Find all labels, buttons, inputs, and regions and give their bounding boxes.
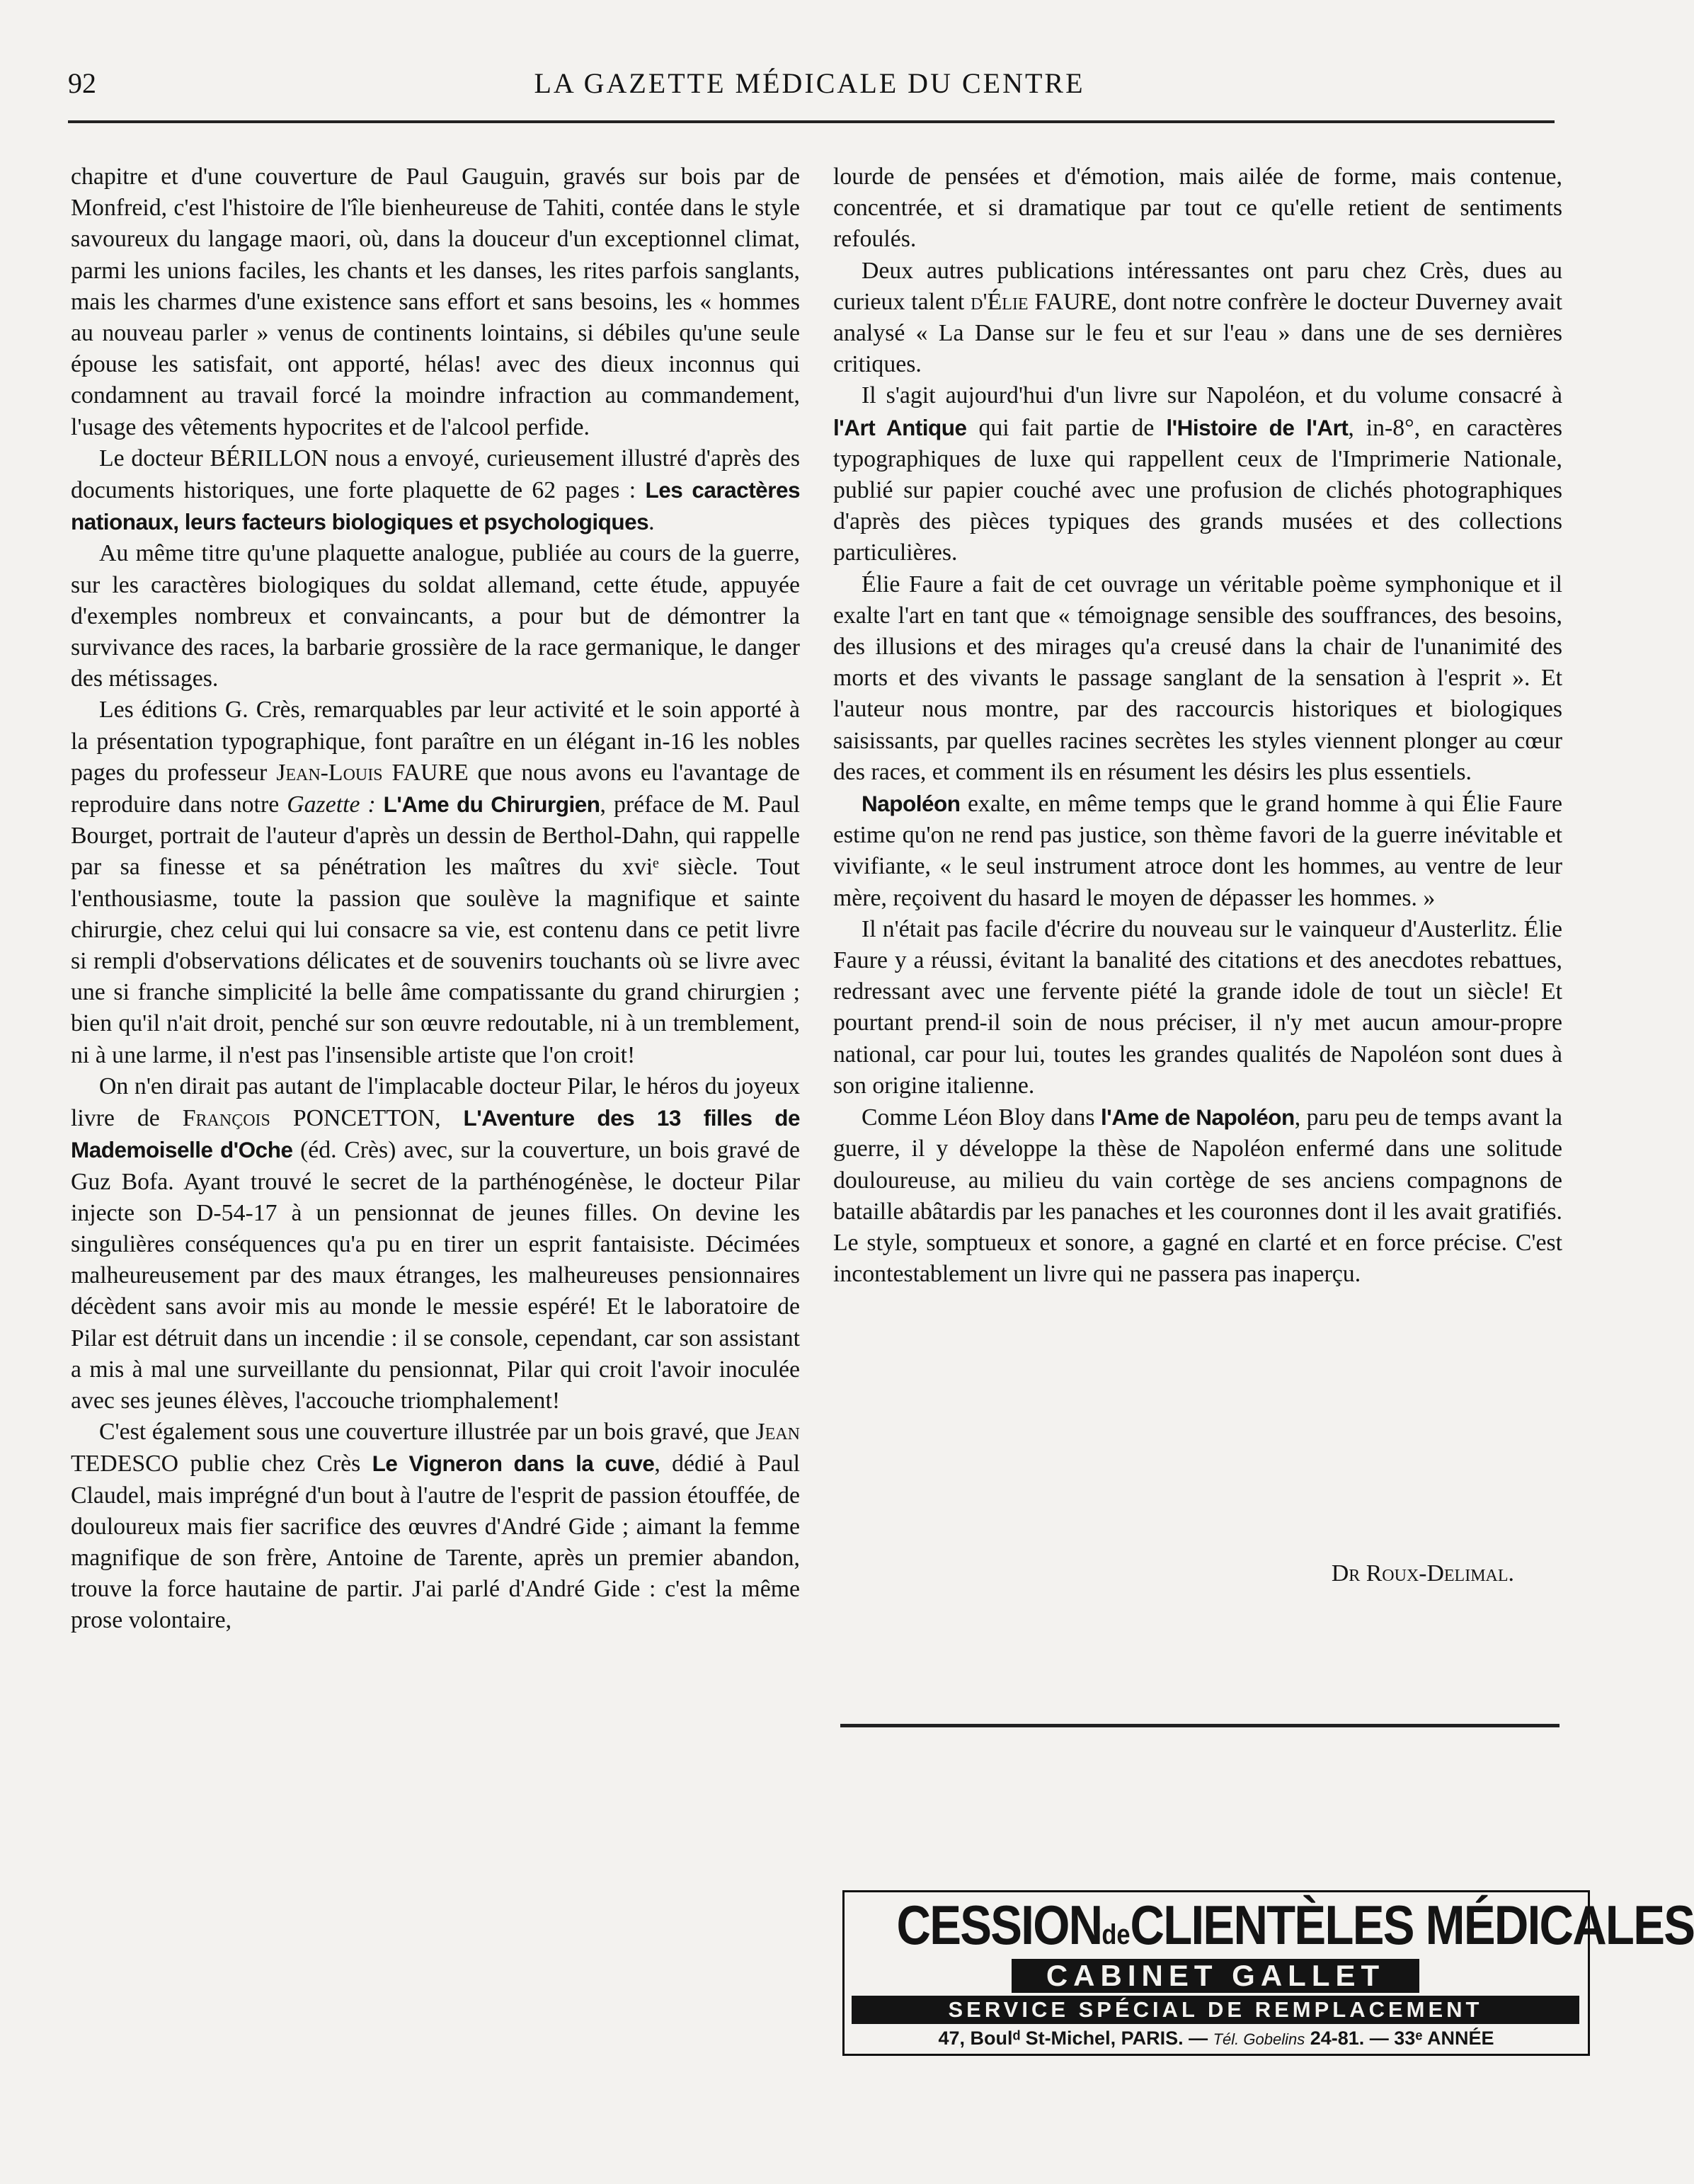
- right-paragraph-4: Élie Faure a fait de cet ouvrage un véritable poème symphonique et il exalte l'art en tant que « témoignage sensible des souffrances, des besoins, des illusions et des mirages qu'a creusé dans la chair de l'unanimité des morts et des vivants le passage sanglant de la sensation à l'esprit ». Et l'auteur nous montre, par des raccourcis historiques et biologiques saisissants, par quelles racines secrètes les styles viennent plonger au cœur des races, et comment ils en résument les désirs les plus essentiels.: [833, 571, 1562, 785]
- book-title: Napoléon: [862, 791, 961, 817]
- ad-address-part: 47, Boulᵈ St-Michel, PARIS. —: [938, 2028, 1213, 2049]
- book-title: L'Aventure des 13 filles de Mademoiselle d'Oche: [71, 1105, 800, 1163]
- book-title: l'Histoire de l'Art: [1166, 414, 1349, 440]
- article-end-rule: [840, 1724, 1559, 1727]
- left-column: [71, 161, 800, 1637]
- ad-title-part: CLIENTÈLES MÉDICALES: [1130, 1894, 1694, 1956]
- text-run: , paru peu de temps avant la guerre, il y développe la thèse de Napoléon enfermé dans une solitude douloureuse, au milieu du vain cortège de ses anciens compagnons de bataille abâtardis par les panaches et les couronnes dont il les avait gratifiés. Le style, somptueux et sonore, a gagné en clarté et en force précise. C'est incontestablement un livre qui ne passera pas inaperçu.: [833, 1104, 1562, 1288]
- text-run: C'est également sous une couverture illustrée par un bois gravé, que: [99, 1419, 756, 1446]
- right-paragraph-6: Il n'était pas facile d'écrire du nouveau sur le vainqueur d'Austerlitz. Élie Faure y a réussi, évitant la banalité des citations et des anecdotes rebattues, redressant avec une fervente piété la grande idole de tout un siècle! Et pourtant prend-il soin de nous préciser, il n'y met aucun amour-propre national, car pour lui, toutes les grandes qualités de Napoléon sont dues à son origine italienne.: [833, 915, 1562, 1099]
- author-signature: Dr Roux-Delimal.: [1331, 1560, 1514, 1586]
- text-run: (éd. Crès) avec, sur la couverture, un bois gravé de Guz Bofa. Ayant trouvé le secret de la parthénogénèse, le docteur Pilar injecte son D-54-17 à un pensionnat de jeunes filles. On devine les singulières conséquences qu'a pu en tirer un esprit fantaisiste. Décimées malheureusement par des maux étranges, les malheureuses pensionnaires décèdent sans avoir mis au monde le messie espéré! Et le laboratoire de Pilar est détruit dans un incendie : il se console, cependant, car son assistant a mis à mal une surveillante du pensionnat, Pilar qui croit l'avoir inoculée avec ses jeunes élèves, l'accouche triomphalement!: [71, 1137, 800, 1414]
- left-paragraph-1: chapitre et d'une couverture de Paul Gauguin, gravés sur bois par de Monfreid, c'est l'histoire de l'île bienheureuse de Tahiti, contée dans le style savoureux du langage maori, où, dans la douceur d'un exceptionnel climat, parmi les unions faciles, les chants et les danses, les rites parfois sanglants, mais les charmes d'une existence sans effort et sans besoins, les « hommes au nouveau parler » venus de continents lointains, si débiles qu'une seule épouse les satisfait, ont apporté, hélas! avec des dieux inconnus qui condamnent au travail forcé la moindre infraction au commandement, l'usage des vêtements hypocrites et de l'alcool perfide.: [71, 164, 800, 440]
- book-title: L'Ame du Chirurgien: [375, 791, 600, 818]
- text-run: , préface de M. Paul Bourget, portrait de l'auteur d'après un dessin de Berthol-Dahn, qui rappelle par sa finesse et sa pénétration les maîtres du xviᵉ siècle. Tout l'enthousiasme, toute la passion que soulève la magnifique et sainte chirurgie, chez celui qui lui consacre sa vie, est contenu dans ce petit livre si rempli d'observations délicates et de souvenirs touchants où se livre avec une si franche simplicité la belle âme compatissante du grand chirurgien ; bien qu'il n'ait droit, penché sur son œuvre redoutable, ni à un tremblement, ni à une larme, il n'est pas l'insensible artiste que l'on croit!: [71, 791, 800, 1068]
- right-paragraph-7: [833, 1102, 1562, 1290]
- running-title: LA GAZETTE MÉDICALE DU CENTRE: [534, 67, 1085, 99]
- advertisement: [842, 1890, 1694, 2056]
- ad-cabinet-banner: CABINET GALLET: [1012, 1959, 1419, 1993]
- author-name: François: [182, 1105, 270, 1132]
- text-run: , dédié à Paul Claudel, mais imprégné d'un bout à l'autre de l'esprit de passion étouffée, de douloureux mais fier sacrifice des œuvres d'André Gide ; aimant la femme magnifique de son frère, Antoine de Tarente, après un premier abandon, trouve la force hautaine de partir. J'ai parlé d'André Gide : c'est la même prose volontaire,: [71, 1451, 800, 1634]
- ad-service-banner: SERVICE SPÉCIAL DE REMPLACEMENT: [852, 1996, 1579, 2024]
- author-name: Jean: [755, 1419, 800, 1446]
- right-paragraph-2: [833, 256, 1562, 381]
- right-paragraph-5: [833, 788, 1562, 914]
- right-column: [833, 161, 1562, 1290]
- book-title: l'Ame de Napoléon: [1100, 1104, 1295, 1131]
- text-run: FAURE que nous avons eu l'avantage de reproduire dans notre: [71, 759, 800, 818]
- text-run: FAURE, dont notre confrère le docteur Duverney avait analysé « La Danse sur le feu et sur l'eau » dans une de ses dernières critiques.: [833, 288, 1562, 378]
- book-title: l'Art Antique: [833, 414, 967, 440]
- header-rule: [68, 120, 1555, 123]
- page-number: 92: [68, 67, 96, 99]
- ad-address-part: 24-81. — 33ᵉ ANNÉE: [1305, 2028, 1494, 2049]
- book-title: Le Vigneron dans la cuve: [372, 1451, 655, 1477]
- text-run: Le docteur BÉRILLON nous a envoyé, curieusement illustré d'après des documents historiques, une forte plaquette de 62 pages :: [71, 445, 800, 504]
- text-run: On n'en dirait pas autant de l'implacable docteur Pilar, le héros du joyeux livre de: [71, 1073, 800, 1132]
- journal-title: Gazette :: [287, 791, 376, 818]
- ad-title-de: de: [1101, 1919, 1131, 1950]
- left-paragraph-3: Au même titre qu'une plaquette analogue, publiée au cours de la guerre, sur les caractères biologiques du soldat allemand, cette étude, appuyée d'exemples nombreux et convaincants, a pour but de démontrer la survivance des races, la barbarie grossière de la race germanique, le danger des métissages.: [71, 540, 800, 692]
- author-name: d'Élie: [971, 288, 1029, 315]
- text-run: exalte, en même temps que le grand homme à qui Élie Faure estime qu'on ne rend pas justice, son thème favori de la guerre inévitable et vivifiante, « le seul instrument atroce dont les hommes, au ventre de leur mère, reçoivent du hasard le moyen de dépasser les hommes. »: [833, 791, 1562, 911]
- text-run: Comme Léon Bloy dans: [862, 1104, 1101, 1131]
- text-run: Il s'agit aujourd'hui d'un livre sur Napoléon, et du volume consacré à: [862, 382, 1562, 409]
- text-run: TEDESCO publie chez Crès: [71, 1451, 372, 1477]
- book-title: Les caractères nationaux, leurs facteurs biologiques et psychologiques: [71, 477, 800, 535]
- author-name: Jean-Louis: [276, 759, 383, 786]
- text-run: Les éditions G. Crès, remarquables par leur activité et le soin apporté à la présentation typographique, font paraître en un élégant in-16 les nobles pages du professeur: [71, 697, 800, 786]
- text-run: Deux autres publications intéressantes ont paru chez Crès, dues au curieux talent: [833, 257, 1562, 315]
- ad-title: [896, 1894, 1694, 1966]
- ad-title-part: CESSION: [896, 1894, 1102, 1956]
- left-paragraph-4: [71, 694, 800, 1070]
- ad-address: [845, 2025, 1588, 2052]
- text-run: PONCETTON,: [270, 1105, 464, 1132]
- left-paragraph-6: [71, 1417, 800, 1636]
- ad-telephone-label: Tél. Gobelins: [1213, 2030, 1305, 2048]
- right-paragraph-1: lourde de pensées et d'émotion, mais ailée de forme, mais contenue, concentrée, et si dramatique par tout ce qu'elle retient de sentiments refoulés.: [833, 164, 1562, 253]
- left-paragraph-2: [71, 443, 800, 539]
- right-paragraph-3: [833, 380, 1562, 568]
- text-run: , in-8°, en caractères typographiques de luxe qui rappellent ceux de l'Imprimerie Nationale, publié sur papier couché avec une profusion de clichés photographiques d'après des pièces typiques des grands musées et des collections particulières.: [833, 414, 1562, 566]
- text-run: qui fait partie de: [966, 414, 1167, 441]
- text-run: .: [648, 509, 655, 536]
- left-paragraph-5: [71, 1071, 800, 1417]
